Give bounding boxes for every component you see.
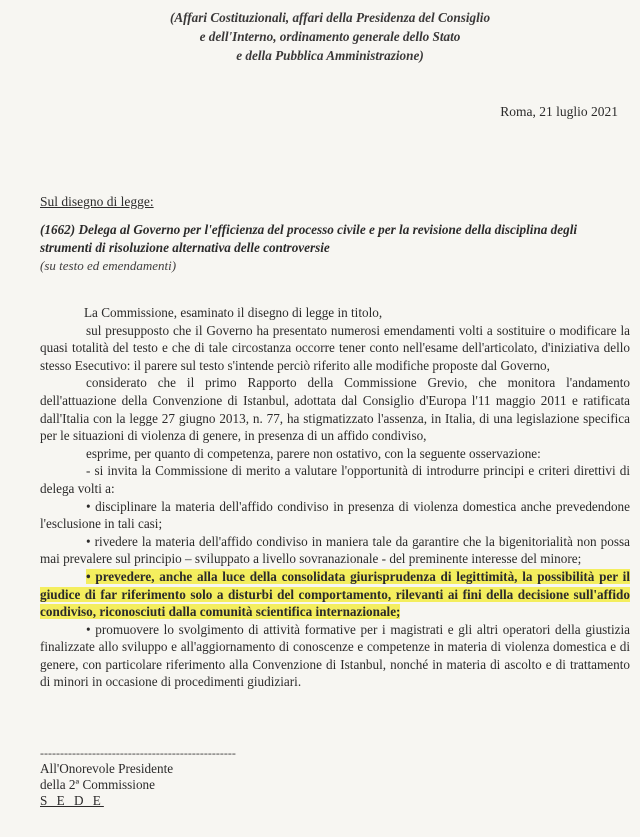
bullet-rivedere: • rivedere la materia dell'affido condiviso in maniera tale da garantire che la bigenitorialità non possa mai prevalere sul principio – sviluppato a livello sovranazionale - del preminente interesse del minore;	[40, 533, 630, 567]
bullet-disciplinare: • disciplinare la materia dell'affido condiviso in presenza di violenza domestica anche prevedendone l'esclusione in tali casi;	[40, 498, 630, 532]
bullet-prevedere-highlighted	[40, 568, 630, 621]
header-line-2: e dell'Interno, ordinamento generale dello Stato	[199, 29, 461, 44]
committee-header	[120, 8, 540, 65]
addressee-line-2: della 2ª Commissione	[40, 777, 155, 792]
addressee-block	[40, 761, 173, 809]
highlighted-text: • prevedere, anche alla luce della consolidata giurisprudenza di legittimità, la possibilità per il giudice di far riferimento solo a disturbi del comportamento, rilevanti ai fini della decisione sull'affido condiviso, riconosciuti dalla comunità scientifica internazionale;	[40, 568, 630, 620]
paragraph-commission: La Commissione, esaminato il disegno di legge in titolo,	[84, 305, 383, 320]
bill-title: (1662) Delega al Governo per l'efficienza del processo civile e per la revisione della disciplina degli strumenti di risoluzione alternativa delle controversie	[40, 222, 578, 255]
addressee-sede: S E D E	[40, 793, 104, 808]
signature-divider: -------------------------------------------------	[40, 746, 236, 760]
bill-subtitle: (su testo ed emendamenti)	[40, 258, 177, 273]
addressee-line-1: All'Onorevole Presidente	[40, 761, 174, 776]
opinion-body	[40, 304, 630, 691]
paragraph-presupposto: sul presupposto che il Governo ha presentato numerosi emendamenti volti a sostituire o modificare la quasi totalità del testo e che di tale circostanza occorre tener conto nell'esame dell'articolato, d'iniziativa dello stesso Esecutivo: il parere sul testo s'intende perciò riferito alle modifiche proposte dal Governo,	[40, 322, 630, 373]
paragraph-considerato: considerato che il primo Rapporto della Commissione Grevio, che monitora l'andamento dell'attuazione della Convenzione di Istanbul, adottata dal Consiglio d'Europa l'11 maggio 2011 e ratificata dall'Italia con la legge 27 giugno 2013, n. 77, ha stigmatizzato l'assenza, in Italia, di una legislazione specifica per le situazioni di violenza di genere, in presenza di un affido condiviso,	[40, 375, 630, 444]
paragraph-esprime: esprime, per quanto di competenza, parere non ostativo, con la seguente osservazione:	[86, 445, 541, 461]
header-line-3: e della Pubblica Amministrazione)	[236, 48, 424, 63]
bill-intro-label: Sul disegno di legge:	[40, 194, 154, 209]
header-line-1: (Affari Costituzionali, affari della Presidenza del Consiglio	[169, 10, 491, 25]
paragraph-invito: - si invita la Commissione di merito a valutare l'opportunità di introdurre principi e criteri direttivi di delega volti a:	[40, 463, 630, 496]
bullet-promuovere: • promuovere lo svolgimento di attività formative per i magistrati e gli altri operatori della giustizia finalizzate allo sviluppo e all'aggiornamento di conoscenze e competenze in materia di violenza domestica e di genere, con particolare riferimento alla Convenzione di Istanbul, nonché in materia di ascolto e di trattamento di minori in occasione di procedimenti giudiziari.	[40, 621, 630, 690]
document-date: Roma, 21 luglio 2021	[500, 104, 618, 119]
